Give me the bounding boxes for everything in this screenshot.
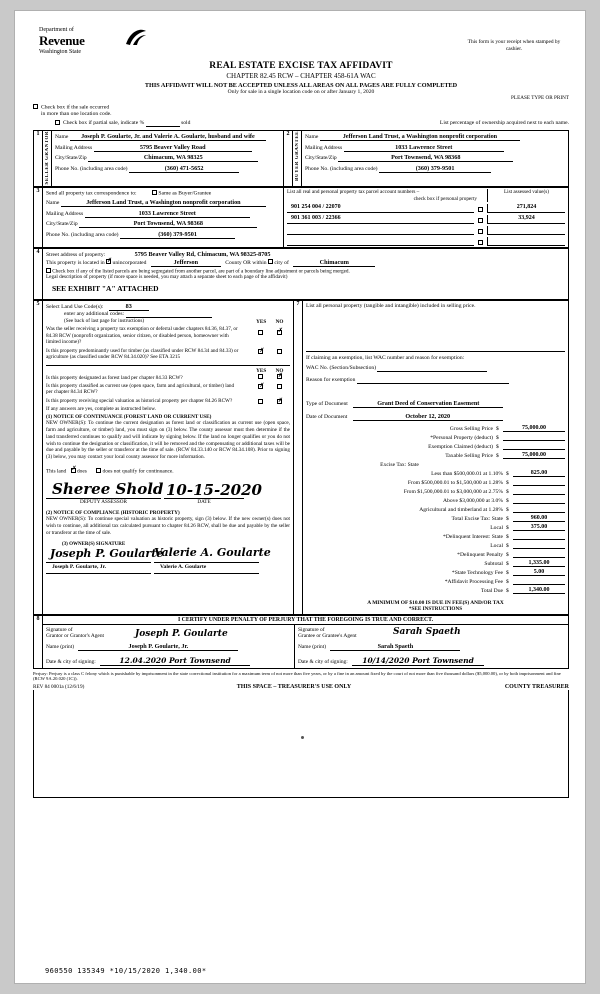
checkbox-does-qualify[interactable] [71, 468, 76, 473]
dollar-sign: $ [506, 533, 509, 540]
total-row-label: Subtotal [484, 560, 503, 567]
buyer-csz-label: City/State/Zip [305, 155, 337, 161]
barcode-stamp: 960550 135349 *10/15/2020 1,340.00* [45, 967, 207, 975]
dollar-sign: $ [506, 560, 509, 567]
dept-line3: Washington State [39, 49, 82, 55]
sale-occurred-label2: in more than one location code. [41, 110, 112, 117]
exemption-claim-label: If claiming an exemption, list WAC number and reason for exemption: [306, 351, 565, 361]
excise-tax-label: Excise Tax: State [380, 461, 419, 468]
owner-print-left: Joseph P. Goularte, Jr. [52, 563, 106, 570]
corr-mailing-label: Mailing Address [46, 210, 84, 217]
total-row-value[interactable] [513, 533, 565, 540]
reason-value[interactable] [357, 377, 509, 384]
yes-header-2: YES [256, 367, 267, 374]
print-note: PLEASE TYPE OR PRINT [511, 95, 569, 101]
buyer-cell [302, 131, 569, 187]
checkbox-personal-property[interactable] [478, 207, 483, 212]
total-row [306, 515, 565, 522]
price-row-label: *Personal Property (deduct) [430, 434, 493, 441]
checkbox-q5-no[interactable] [277, 399, 282, 404]
this-land-label: This land [46, 468, 67, 475]
total-row [306, 578, 565, 585]
bracket-row-label: From $500,000.01 to $1,500,000 at 1.28% [407, 479, 503, 486]
grantee-name-value[interactable]: Sarah Spaeth [330, 643, 460, 651]
grantee-date-value[interactable]: 10/14/2020 Port Townsend [352, 656, 484, 666]
county-treasurer-label: COUNTY TREASURER [504, 684, 569, 691]
doc-type-label: Type of Document [306, 400, 348, 407]
bracket-row-value[interactable] [513, 479, 565, 486]
bracket-row-value[interactable] [513, 488, 565, 495]
parcel-rows [287, 204, 565, 246]
buyer-mailing-value[interactable]: 1033 Lawrence Street [344, 144, 504, 152]
city-name-value[interactable]: Chimacum [293, 259, 375, 267]
exemption-cell [303, 301, 569, 614]
checkbox-q3-yes[interactable] [258, 374, 263, 379]
buyer-phone-value[interactable]: (360) 379-9501 [379, 165, 491, 173]
seller-side-label: SELLER GRANTOR [43, 131, 52, 187]
checkbox-segregated[interactable] [46, 268, 51, 273]
checkbox-q3-no[interactable] [277, 374, 282, 379]
assessed-value[interactable]: 33,924 [487, 215, 565, 224]
receipt-note: This form is your receipt when stamped by cashier. [467, 39, 561, 52]
bracket-row [306, 497, 565, 504]
personal-property-intro: List all personal property (tangible and intangible) included in selling price. [306, 303, 476, 310]
dollar-sign: $ [506, 506, 509, 513]
does-not-label: does not qualify for continuance. [102, 468, 174, 475]
checkbox-city[interactable] [268, 259, 273, 264]
doc-date-label: Date of Document [306, 413, 348, 420]
landuse-question-1: Was the seller receiving a property tax exemption or deferral under chapters 84.36, 84.37, or 84.38 RCW (nonprofit organization, senior citizen, or disabled person, homeowner with limited income)? [46, 326, 238, 346]
total-row-value[interactable]: 5.00 [513, 569, 565, 576]
checkbox-partial-sale[interactable] [55, 120, 60, 125]
parcel-row [287, 215, 565, 224]
seller-mailing-value[interactable]: 5795 Beaver Valley Road [94, 144, 252, 152]
deputy-assessor-label: DEPUTY ASSESSOR [46, 498, 161, 505]
dollar-sign: $ [496, 425, 499, 432]
dollar-sign: $ [496, 434, 499, 441]
dollar-sign: $ [506, 569, 509, 576]
bracket-row [306, 488, 565, 495]
total-row-label: *Affidavit Processing Fee [444, 578, 503, 585]
checkbox-q4-yes[interactable] [258, 384, 263, 389]
located-in-label: This property is located in [46, 259, 105, 266]
seller-cell [52, 131, 284, 187]
total-row [306, 533, 565, 540]
seller-name-value[interactable]: Joseph P. Goularte, Jr. and Valerie A. Goularte, husband and wife [70, 133, 266, 141]
reason-label: Reason for exemption [306, 376, 356, 383]
corr-name-value[interactable]: Jefferson Land Trust, a Washington nonprofit corporation [61, 199, 266, 207]
checkbox-q1-no[interactable] [277, 330, 282, 335]
dollar-sign: $ [506, 542, 509, 549]
see-instructions-note: *SEE INSTRUCTIONS [408, 605, 463, 612]
street-table [33, 248, 569, 301]
dollar-sign: $ [506, 497, 509, 504]
dollar-sign: $ [506, 488, 509, 495]
total-row [306, 551, 565, 558]
buyer-name-value[interactable]: Jefferson Land Trust, a Washington nonprofit corporation [320, 133, 520, 141]
parcel-number-value[interactable] [287, 226, 474, 235]
landuse-label: Select Land Use Code(s): [46, 304, 104, 311]
county-name-value[interactable]: Jefferson [151, 259, 221, 267]
total-row-value[interactable] [513, 551, 565, 558]
checkbox-sale-occurred[interactable] [33, 104, 38, 109]
checkbox-q1-yes[interactable] [258, 330, 263, 335]
assessed-header: List assessed value(s) [487, 189, 565, 201]
checkbox-q2-no[interactable] [277, 349, 282, 354]
seller-csz-label: City/State/Zip [55, 155, 87, 161]
deputy-date-label: DATE [164, 498, 244, 505]
landuse-box-number: 5 [34, 301, 43, 614]
does-label: does [76, 468, 87, 475]
bracket-row-value[interactable] [513, 506, 565, 513]
treasurer-space-label: THIS SPACE – TREASURER'S USE ONLY [236, 684, 352, 691]
total-rows [306, 515, 565, 594]
minimum-due-note: A MINIMUM OF $10.00 IS DUE IN FEE(S) AND/OR TAX [367, 599, 504, 606]
checkbox-personal-property[interactable] [478, 240, 483, 245]
correspondence-instruction: Send all property tax correspondence to: [46, 190, 137, 197]
grantor-name-value[interactable]: Joseph P. Goularte, Jr. [78, 643, 238, 651]
certify-box-number: 8 [34, 615, 43, 668]
total-row [306, 524, 565, 531]
price-row-label: Taxable Selling Price [445, 452, 493, 459]
total-row [306, 542, 565, 549]
partial-sale-input[interactable] [146, 120, 180, 127]
certify-title: I CERTIFY UNDER PENALTY OF PERJURY THAT THE FOREGOING IS TRUE AND CORRECT. [43, 616, 568, 625]
assessed-value[interactable] [487, 226, 565, 235]
class-question-3: Is this property designated as forest land per chapter 84.33 RCW? [46, 374, 183, 381]
parties-table [33, 130, 569, 187]
class-question-4: Is this property classified as current use (open space, farm and agricultural, or timber) land per chapter 84.34 RCW? [46, 382, 235, 396]
landuse-additional-label: enter any additional codes: [64, 311, 125, 318]
corr-csz-value[interactable]: Port Townsend, WA 98368 [79, 220, 257, 228]
bracket-row [306, 506, 565, 513]
price-row-value[interactable]: 75,000.00 [503, 452, 565, 459]
grantee-sig-label2: Grantee or Grantee's Agent [298, 632, 357, 639]
dept-line2: Revenue [39, 33, 85, 48]
total-row [306, 587, 565, 594]
class-note: If any answers are yes, complete as instructed below. [46, 406, 157, 413]
parcel-number-value[interactable]: 901 361 003 / 22366 [287, 215, 474, 224]
landuse-question-2: Is this property predominantly used for timber (as classified under RCW 84.34 and 84.33) or agriculture (as classified under RCW 84.34.020)? See ETA 3215 [46, 347, 239, 361]
bracket-rows [306, 470, 565, 513]
buyer-box-number: 2 [284, 131, 293, 187]
assessed-value[interactable] [487, 237, 565, 246]
document-page [14, 10, 586, 984]
no-header-1: NO [275, 319, 284, 326]
total-row-label: Local [490, 524, 503, 531]
corr-name-label: Name [46, 200, 60, 207]
same-as-buyer-label: Same as Buyer/Grantee [158, 190, 212, 197]
exhibit-reference: SEE EXHIBIT "A" ATTACHED [52, 284, 159, 294]
parcel-row [287, 226, 565, 235]
total-row-label: Total Excise Tax: State [451, 515, 503, 522]
wac-value[interactable] [377, 365, 487, 372]
partial-sale-label: Check box if partial sale, indicate % [63, 120, 145, 126]
price-row [306, 434, 565, 441]
deputy-assessor-signature: Sheree Shold [52, 480, 164, 499]
bracket-row-value[interactable]: 825.00 [513, 470, 565, 477]
owner-print-right: Valerie A. Goularte [160, 563, 207, 570]
total-row-value[interactable]: 375.00 [513, 524, 565, 531]
historic-title: (2) NOTICE OF COMPLIANCE (HISTORIC PROPERTY) [46, 510, 180, 517]
chapter-subtitle: CHAPTER 82.45 RCW – CHAPTER 458-61A WAC [226, 72, 376, 80]
parcels-header: List all real and personal property tax parcel account numbers – [287, 189, 420, 196]
checkbox-unincorporated[interactable] [106, 259, 111, 264]
document-header [33, 25, 569, 59]
parcel-number-value[interactable] [287, 237, 474, 246]
checkbox-personal-property[interactable] [478, 229, 483, 234]
revenue-swoosh-icon [125, 28, 147, 46]
correspondence-box-number: 3 [34, 188, 43, 247]
bracket-row-label: Above $3,000,000 at 3.0% [443, 497, 503, 504]
seller-csz-value[interactable]: Chimacum, WA 98325 [88, 154, 258, 162]
bracket-row-value[interactable] [513, 497, 565, 504]
checkbox-q4-no[interactable] [277, 384, 282, 389]
deputy-assessor-date: 10-15-2020 [166, 481, 262, 500]
total-row-value[interactable]: 1,335.00 [513, 560, 565, 567]
price-row-value[interactable] [503, 434, 565, 441]
seller-mailing-label: Mailing Address [55, 144, 93, 151]
no-header-2: NO [275, 367, 284, 374]
total-row [306, 569, 565, 576]
parcel-row [287, 204, 565, 213]
landuse-code-value[interactable]: 83 [109, 303, 149, 311]
bracket-row-label: Agricultural and timberland at 1.28% [419, 506, 503, 513]
dept-line1: Department of [39, 27, 74, 33]
wac-label: WAC No. (Section/Subsection) [306, 364, 377, 371]
total-row-value[interactable] [513, 578, 565, 585]
corr-phone-label: Phone No. (including area code) [46, 231, 119, 238]
seller-phone-label: Phone No. (including area code) [55, 165, 128, 172]
dollar-sign: $ [506, 479, 509, 486]
buyer-csz-value[interactable]: Port Townsend, WA 98368 [338, 154, 513, 162]
continuance-title: (1) NOTICE OF CONTINUANCE (FOREST LAND OR CURRENT USE) [46, 414, 212, 421]
landuse-cell [43, 301, 294, 614]
owner-signature-right: Valerie A. Goularte [154, 545, 271, 559]
county-or-label: County OR within [225, 259, 267, 266]
owner-signature-label: (3) OWNER(S) SIGNATURE [62, 541, 126, 547]
sale-occurred-label: Check box if the sale occurred [41, 104, 110, 111]
dollar-sign: $ [496, 443, 499, 450]
total-row-value[interactable] [513, 542, 565, 549]
buyer-mailing-label: Mailing Address [305, 144, 343, 151]
grantor-name-label: Name (print) [46, 643, 74, 650]
perjury-note: Perjury: Perjury is a class C felony which is punishable by imprisonment in the state correctional institution for a maximum term of not more than five years, or by a fine in an amount fixed by the court of not more than five thousand dollars ($5,000.00), or by both imprisonment and fine (RCW 9A.20.020 (1C)). [33, 670, 561, 682]
continuance-body: NEW OWNER(S): To continue the current designation as forest land or classification as current use (open space, farm and agriculture, or timber) land, you must sign on (3) below. The county assessor must then determine if the land transferred continues to qualify and will indicate by signing below. If the land no longer qualifies or you do not wish to continue the designation or classification, it will be removed and the compensating or additional taxes will be due and payable by the seller or transferor at the time of sale. (RCW 84.33.140 or RCW 84.34.108). Prior to signing (3) below, you may contact your local county assessor for more information. [46, 420, 290, 461]
segregation-note: Check box if any of the listed parcels are being segregated from another parcel, are part of a boundary line adjustment or parcels being merged. [52, 268, 350, 275]
price-row-label: Exemption Claimed (deduct) [428, 443, 493, 450]
correspondence-table [33, 187, 569, 247]
partial-sale-row [33, 120, 569, 128]
seller-box-number: 1 [34, 131, 43, 187]
grantee-sig-block [295, 625, 568, 668]
parcel-row [287, 237, 565, 246]
rev-number: REV 84 0001a (12/6/19) [33, 684, 85, 691]
assessed-value[interactable]: 271,824 [487, 204, 565, 213]
dollar-sign: $ [506, 578, 509, 585]
checkbox-same-as-buyer[interactable] [152, 190, 157, 195]
buyer-name-label: Name [305, 134, 319, 140]
bracket-row-label: From $1,500,000.01 to $3,000,000 at 2.75% [403, 488, 503, 495]
price-row-value[interactable]: 75,000.00 [503, 425, 565, 432]
buyer-phone-label: Phone No. (including area code) [305, 165, 378, 172]
seller-name-label: Name [55, 134, 69, 140]
checkbox-q5-yes[interactable] [258, 399, 263, 404]
dollar-sign: $ [506, 515, 509, 522]
city-of-label: city of [274, 259, 289, 266]
yes-header-1: YES [256, 319, 267, 326]
dollar-sign: $ [506, 551, 509, 558]
grantor-sig-label2: Grantor or Grantor's Agent [46, 632, 105, 639]
grantee-signature: Sarah Spaeth [393, 626, 461, 637]
agency-logo [39, 27, 179, 55]
grantor-date-value[interactable]: 12.04.2020 Port Townsend [100, 656, 250, 666]
bracket-row-label: Less than $500,000.01 at 1.10% [431, 470, 503, 477]
price-row-value[interactable] [503, 443, 565, 450]
grantor-signature: Joseph P. Goularte [135, 628, 228, 639]
checkbox-does-not-qualify[interactable] [96, 468, 101, 473]
legal-description-note: Legal description of property (if more space is needed, you may attach a separate sheet to each page of the affidavit) [46, 274, 288, 281]
partial-sale-sold-label: sold [181, 120, 191, 126]
grantee-date-label: Date & city of signing: [298, 658, 348, 665]
class-question-5: Is this property receiving special valuation as historical property per chapter 84.26 RCW? [46, 397, 233, 404]
total-row-value[interactable]: 960.00 [513, 515, 565, 522]
total-row-label: Local [490, 542, 503, 549]
checkbox-q2-yes[interactable] [258, 349, 263, 354]
grantor-sig-label: Signature of [46, 626, 73, 633]
unincorporated-label: unincorporated [112, 259, 147, 266]
main-split-table [33, 300, 569, 614]
corr-csz-label: City/State/Zip [46, 221, 78, 228]
grantor-date-label: Date & city of signing: [46, 658, 96, 665]
seller-phone-value[interactable]: (360) 471-5652 [129, 165, 239, 173]
doc-type-value[interactable]: Grant Deed of Conservation Easement [353, 400, 503, 408]
price-row [306, 425, 565, 432]
price-rows [306, 425, 565, 459]
single-location-note: Only for sale in a single location code on or after January 1, 2020 [227, 89, 375, 95]
total-row-value[interactable]: 1,340.00 [513, 587, 565, 594]
checkbox-personal-property[interactable] [478, 218, 483, 223]
total-row [306, 560, 565, 567]
buyer-side-label: BUYER GRANTEE [293, 131, 302, 187]
exemption-box-number: 7 [294, 301, 303, 614]
landuse-see-back: (See back of last page for instructions) [64, 318, 145, 325]
price-row-label: Gross Selling Price [449, 425, 493, 432]
total-row-label: *Delinquent Penalty [457, 551, 503, 558]
treasurer-use-box [33, 690, 569, 798]
bracket-row [306, 470, 565, 477]
dollar-sign: $ [496, 452, 499, 459]
dollar-sign: $ [506, 524, 509, 531]
street-box-number: 4 [34, 248, 43, 300]
parcel-number-value[interactable]: 901 254 004 / 22070 [287, 204, 474, 213]
total-row-label: *State Technology Fee [451, 569, 503, 576]
parcels-cell [284, 188, 569, 247]
doc-date-value[interactable]: October 12, 2020 [353, 413, 503, 421]
correspondence-cell [43, 188, 284, 247]
parcels-header2: check box if personal property [413, 195, 477, 202]
total-row-label: *Delinquent Interest: State [443, 533, 503, 540]
corr-phone-value[interactable]: (360) 379-9501 [120, 231, 235, 239]
street-value[interactable]: 5795 Beaver Valley Rd, Chimacum, WA 98325-8705 [134, 250, 271, 258]
page-title: REAL ESTATE EXCISE TAX AFFIDAVIT [209, 61, 393, 71]
street-label: Street address of property: [46, 251, 106, 258]
grantor-sig-block [43, 625, 295, 668]
bracket-row [306, 479, 565, 486]
dollar-sign: $ [506, 470, 509, 477]
price-row [306, 452, 565, 459]
dollar-sign: $ [506, 587, 509, 594]
grantee-sig-label: Signature of [298, 626, 325, 633]
warning-subtitle: THIS AFFIDAVIT WILL NOT BE ACCEPTED UNLESS ALL AREAS ON ALL PAGES ARE FULLY COMPLETED [144, 82, 458, 89]
price-row [306, 443, 565, 450]
certify-table [33, 615, 569, 669]
total-row-label: Total Due [480, 587, 503, 594]
owner-signature-left: Joseph P. Goularte [50, 546, 164, 560]
corr-mailing-value[interactable]: 1033 Lawrence Street [85, 210, 250, 218]
historic-body: NEW OWNER(S): To continue special valuation as historic property, sign (3) below. If the new owner(s) does not wish to continue, all additional tax calculated pursuant to chapter 84.26 RCW, shall be due and payable by the seller or transferor at the time of sale. [46, 516, 290, 536]
grantee-name-label: Name (print) [298, 643, 326, 650]
ownership-note: List percentage of ownership acquired next to each name. [439, 119, 569, 126]
